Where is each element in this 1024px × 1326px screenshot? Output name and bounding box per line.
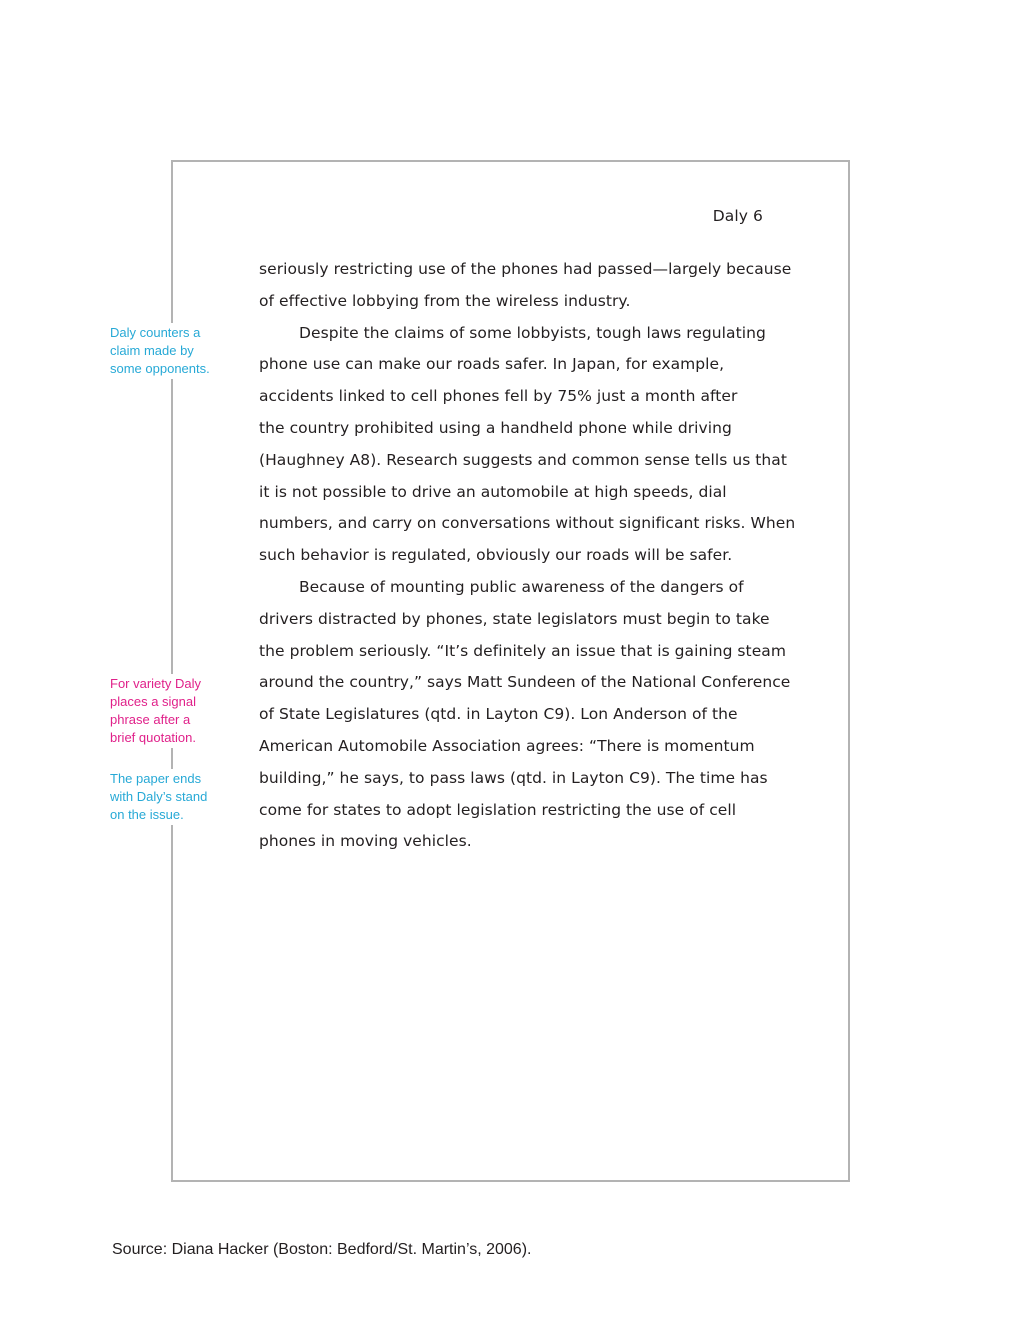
- body-line: the country prohibited using a handheld phone while driving: [259, 418, 732, 437]
- body-line: of effective lobbying from the wireless industry.: [259, 291, 631, 310]
- body-line: the problem seriously. “It’s definitely an issue that is gaining steam: [259, 641, 786, 660]
- body-line: building,” he says, to pass laws (qtd. in Layton C9). The time has: [259, 768, 768, 787]
- body-line: around the country,” says Matt Sundeen of the National Conference: [259, 673, 791, 692]
- body-line: phones in moving vehicles.: [259, 832, 472, 851]
- body-line: (Haughney A8). Research suggests and common sense tells us that: [259, 450, 787, 469]
- body-line: of State Legislatures (qtd. in Layton C9). Lon Anderson of the: [259, 705, 738, 724]
- paragraph-start-line: Despite the claims of some lobbyists, tough laws regulating: [299, 323, 766, 342]
- body-line: it is not possible to drive an automobile at high speeds, dial: [259, 482, 727, 501]
- essay-body: [259, 254, 796, 858]
- body-line: seriously restricting use of the phones had passed—largely because: [259, 260, 792, 278]
- body-line: drivers distracted by phones, state legislators must begin to take: [259, 609, 770, 628]
- body-line: such behavior is regulated, obviously our roads will be safer.: [259, 546, 733, 565]
- running-head: Daly 6: [712, 207, 763, 225]
- margin-annotation-counterclaim: Daly counters a claim made by some opponents.: [108, 323, 222, 379]
- body-line: phone use can make our roads safer. In Japan, for example,: [259, 355, 725, 374]
- body-line: accidents linked to cell phones fell by 75% just a month after: [259, 387, 738, 406]
- body-line: American Automobile Association agrees: “There is momentum: [259, 736, 755, 755]
- source-citation: Source: Diana Hacker (Boston: Bedford/St. Martin’s, 2006).: [112, 1241, 532, 1258]
- margin-annotation-conclusion: The paper ends with Daly’s stand on the issue.: [108, 769, 222, 825]
- margin-annotation-signal-phrase: For variety Daly places a signal phrase after a brief quotation.: [108, 674, 222, 748]
- body-line: come for states to adopt legislation restricting the use of cell: [259, 800, 737, 819]
- body-line: numbers, and carry on conversations without significant risks. When: [259, 514, 796, 533]
- paragraph-start-line: Because of mounting public awareness of the dangers of: [299, 577, 744, 596]
